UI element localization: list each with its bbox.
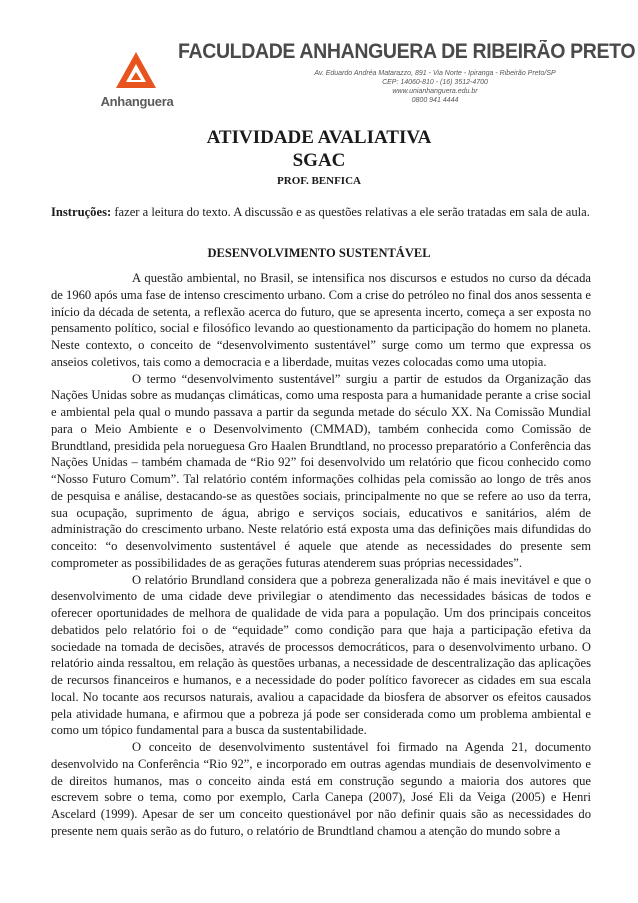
letterhead: [0, 0, 638, 125]
triangle-logo-icon: [114, 50, 158, 90]
section-title: DESENVOLVIMENTO SUSTENTÁVEL: [207, 246, 431, 260]
address-line: Av. Eduardo Andréa Matarazzo, 891 - Via Norte - Ipiranga - Ribeirão Preto/SP: [314, 70, 556, 77]
document-title: ATIVIDADE AVALIATIVA: [206, 127, 432, 148]
paragraph: O conceito de desenvolvimento sustentável foi firmado na Agenda 21, documento desenvolvido na Conferência “Rio 92”, e incorporado em outras agendas mundiais de desenvolvimento e de direitos humanos, mas o conceito ainda está em construção segundo a maioria dos autores que escrevem sobre o tema, como por exemplo, Carla Canepa (2007), José Eli da Veiga (2005) e Henri Ascelard (1999). Apesar de ser um conceito questionável por não definir quais são as necessidades do presente nem quais serão as do futuro, o relatório de Brundtland chamou a atenção do mundo sobre a: [51, 740, 591, 838]
instructions: [51, 203, 591, 221]
anhanguera-logo: [92, 50, 182, 120]
professor-name: PROF. BENFICA: [277, 175, 361, 187]
body-text: [51, 270, 591, 840]
instructions-label: Instruções:: [51, 205, 112, 219]
document-subtitle: SGAC: [292, 150, 346, 171]
institution-name: FACULDADE ANHANGUERA DE RIBEIRÃO PRETO: [178, 40, 636, 63]
website-line: www.unianhanguera.edu.br: [392, 88, 478, 95]
toll-free-line: 0800 941 4444: [411, 97, 459, 104]
instructions-text: fazer a leitura do texto. A discussão e as questões relativas a ele serão tratadas em sala de aula.: [111, 205, 590, 219]
paragraph: O relatório Brundland considera que a pobreza generalizada não é mais inevitável e que o desenvolvimento de uma cidade deve privilegiar o atendimento das necessidades básicas de todos e oferecer oportunidades de melhora de qualidade de vida para a população. Um dos principais conceitos debatidos pelo relatório foi o de “equidade” como condição para que haja a participação efetiva da sociedade na tomada de decisões, através de processos democráticos, para o desenvolvimento urbano. O relatório ainda ressaltou, em relação às questões urbanas, a necessidade de descentralização das aplicações de recursos financeiros e humanos, e a necessidade do poder político favorecer as cidades em sua escala local. No tocante aos recursos naturais, avaliou a capacidade da biosfera de absorver os efeitos causados pela atividade humana, e afirmou que a pobreza já pode ser considerada como um problema ambiental e como um tópico fundamental para a busca da sustentabilidade.: [51, 572, 591, 738]
paragraph: O termo “desenvolvimento sustentável” surgiu a partir de estudos da Organização das Nações Unidas sobre as mudanças climáticas, como uma resposta para a humanidade perante a crise social e ambiental pela qual o mundo passava a partir da segunda metade do século XX. Na Comissão Mundial para o Meio Ambiente e o Desenvolvimento (CMMAD), também conhecida como Comissão de Brundtland, presidida pela norueguesa Gro Haalen Brundtland, no processo preparatório a Conferência das Nações Unidas – também chamada de “Rio 92” foi desenvolvido um relatório que ficou conhecido como “Nosso Futuro Comum”. Tal relatório contém informações colhidas pela comissão ao longo de três anos de pesquisa e análise, destacando-se as questões sociais, principalmente no que se refere ao uso da terra, sua ocupação, suprimento de água, abrigo e serviços sociais, educativos e sanitários, além de administração do crescimento urbano. Neste relatório está exposta uma das definições mais difundidas do conceito: “o desenvolvimento sustentável é aquele que atende as necessidades do presente sem comprometer as possibilidades de as gerações futuras atenderem suas próprias necessidades”.: [51, 371, 591, 570]
cep-phone-line: CEP: 14060-810 - (16) 3512-4700: [382, 79, 488, 86]
paragraph: A questão ambiental, no Brasil, se intensifica nos discursos e estudos no curso da década de 1960 após uma fase de intenso crescimento urbano. Com a crise do petróleo no final dos anos sessenta e início da década de setenta, a reflexão acerca do futuro, que se apresenta incerto, começa a ser exposta no pensamento político, social e filosófico levando ao questionamento da participação do homem no planeta. Neste contexto, o conceito de “desenvolvimento sustentável” surge como um termo que expressa os anseios coletivos, tais como a democracia e a liberdade, muitas vezes colocadas como uma utopia.: [51, 271, 591, 369]
brand-name: Anhanguera: [100, 94, 174, 109]
